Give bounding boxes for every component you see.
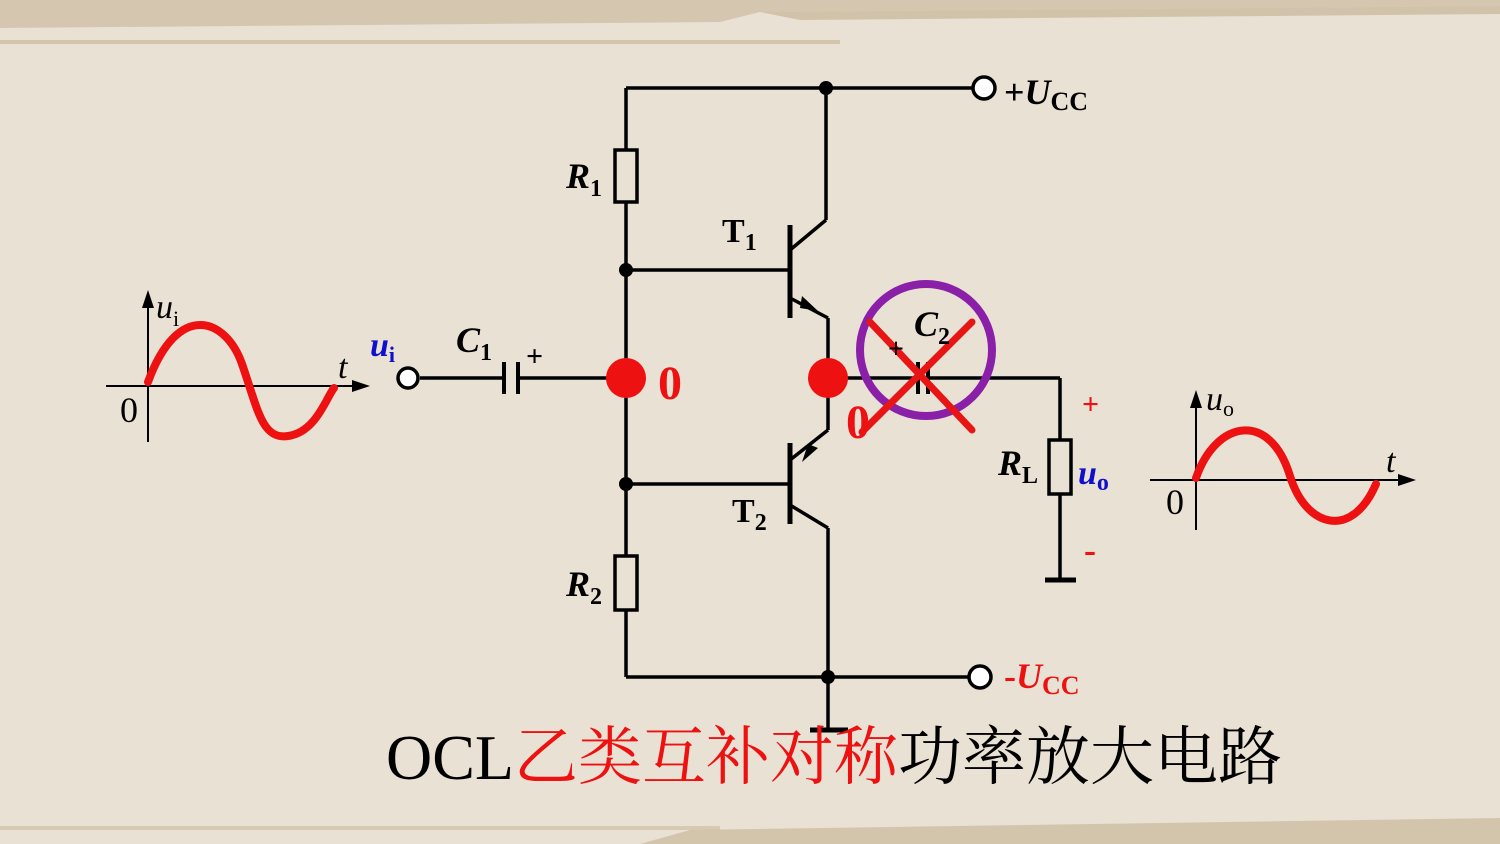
vcc-pos-label: +UCC — [1004, 72, 1089, 116]
output-graph-x-label: t — [1386, 443, 1396, 480]
r1-label: $R_1$ — [566, 156, 603, 202]
resistor-rl — [1049, 440, 1071, 494]
circuit-wires — [420, 88, 1076, 730]
c2-plus-sign: + — [888, 334, 904, 365]
input-graph-x-label: t — [338, 349, 348, 386]
c2-label: $C_2$ — [914, 304, 951, 350]
output-graph-origin: 0 — [1166, 482, 1184, 522]
ui-label: ui — [370, 327, 396, 367]
out-minus-sign: - — [1084, 530, 1096, 570]
input-graph — [106, 290, 370, 442]
output-sine-wave — [1196, 430, 1376, 520]
caption-suffix: 功率放大电路 — [898, 722, 1282, 793]
t1-emitter-arrow — [800, 296, 818, 311]
t1-label: $T_1$ — [722, 213, 757, 256]
input-graph-y-label: $u_i$ — [156, 289, 180, 331]
terminals — [398, 77, 995, 688]
node-zero-right-label: 0 — [846, 396, 870, 449]
caption-prefix: OCL — [386, 722, 514, 793]
node-zero-left-label: 0 — [658, 357, 682, 410]
slide-caption — [386, 718, 1386, 798]
input-graph-origin: 0 — [120, 390, 138, 430]
input-sine-wave — [148, 325, 334, 436]
resistor-r1 — [615, 150, 637, 202]
c1-label: $C_1$ — [456, 320, 493, 366]
out-plus-sign: + — [1082, 388, 1100, 421]
vcc-neg-label: -UCC — [1004, 656, 1080, 700]
c1-plus-sign: + — [526, 340, 544, 373]
node-dot-left — [606, 358, 646, 398]
capacitor-c1 — [504, 362, 518, 394]
rl-label: $R_L$ — [998, 443, 1039, 489]
r2-label: $R_2$ — [566, 564, 603, 610]
node-dot-right — [808, 358, 848, 398]
caption-highlight: 乙类互补对称 — [514, 722, 898, 793]
resistor-r2 — [615, 556, 637, 610]
uo-label: uo — [1078, 455, 1109, 496]
output-graph — [1150, 390, 1416, 530]
output-graph-y-label: uo — [1206, 381, 1234, 421]
junction-dots — [619, 81, 835, 684]
t2-label: $T_2$ — [732, 493, 767, 536]
